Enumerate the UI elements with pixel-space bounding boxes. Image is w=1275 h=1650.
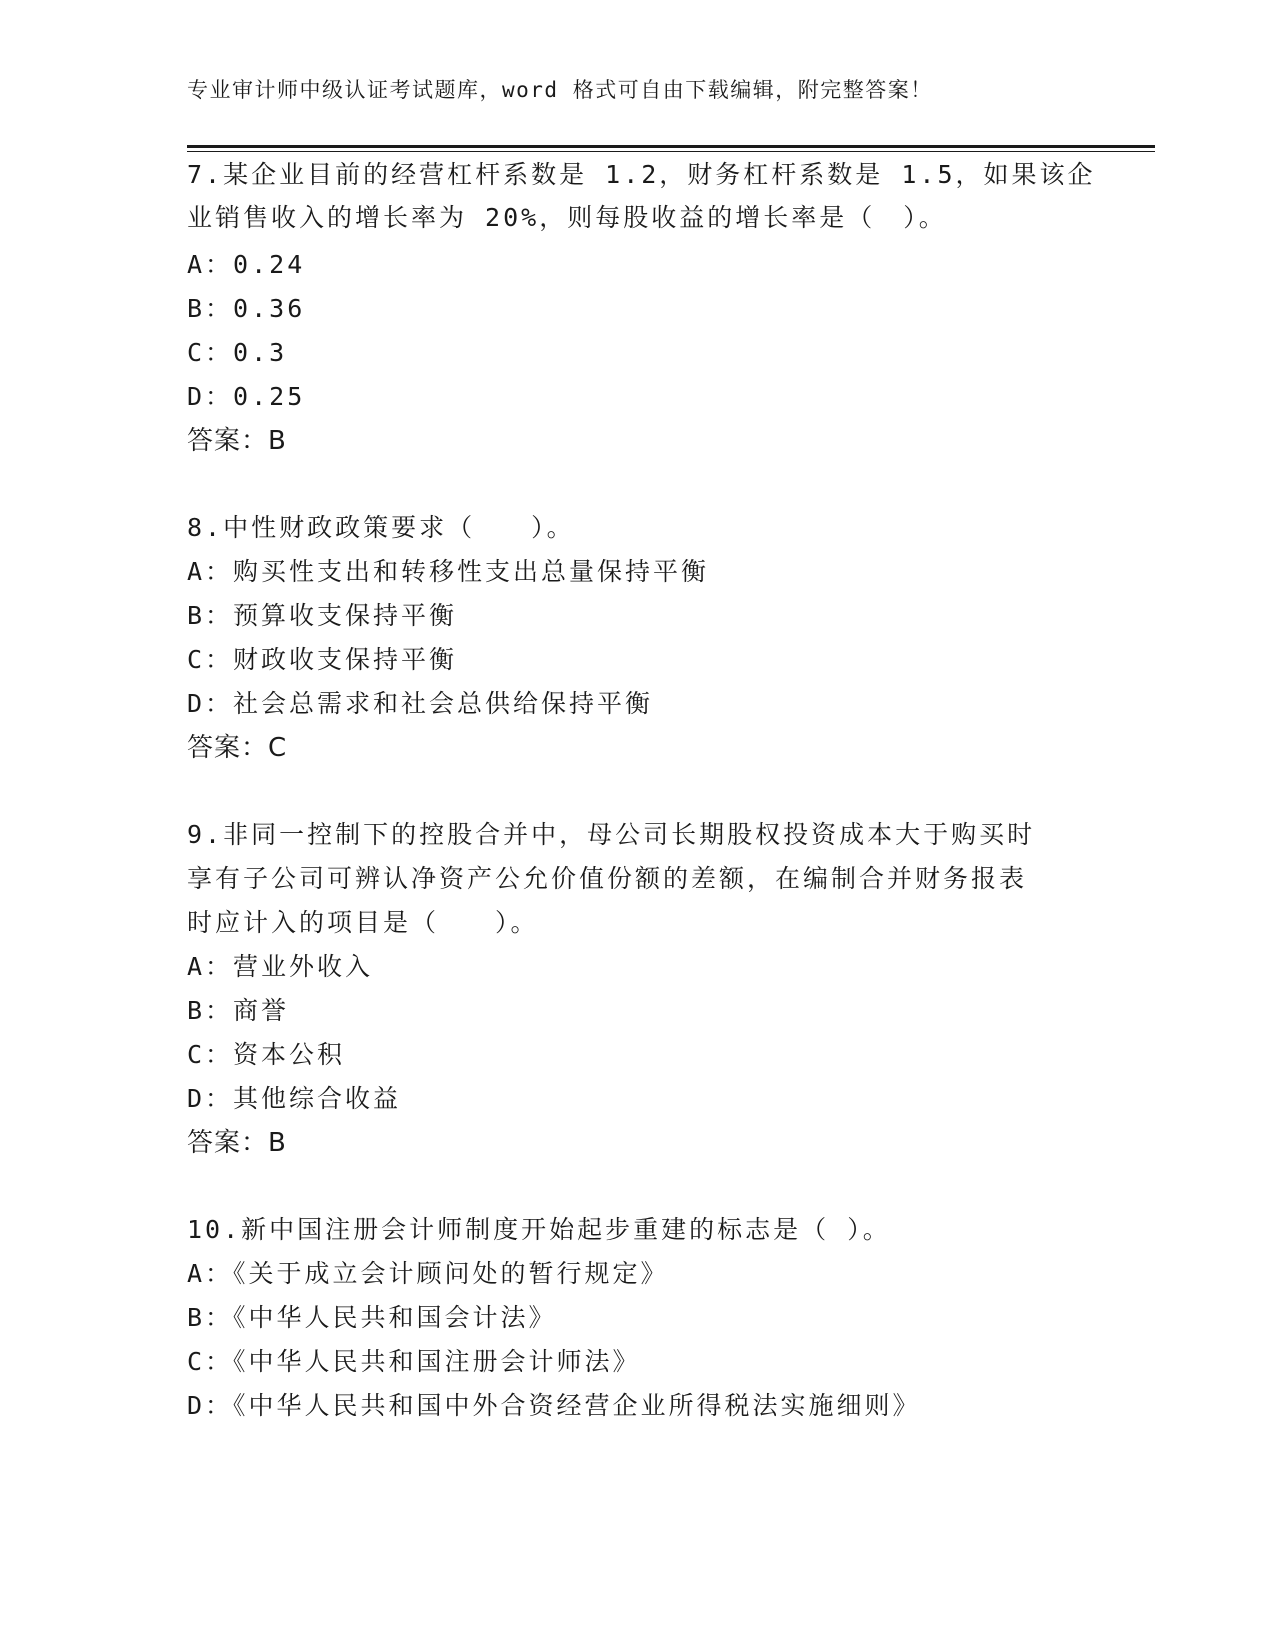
question-10-option-b: B：《中华人民共和国会计法》 xyxy=(187,1303,557,1332)
question-10-option-d: D：《中华人民共和国中外合资经营企业所得税法实施细则》 xyxy=(187,1391,921,1420)
question-8-option-c: C：财政收支保持平衡 xyxy=(187,645,458,674)
question-7-option-b: B：0.36 xyxy=(187,294,306,323)
question-7-stem-line-1: 7.某企业目前的经营杠杆系数是 1.2，财务杠杆系数是 1.5，如果该企 xyxy=(187,160,1096,189)
question-7-answer: 答案：B xyxy=(187,426,287,456)
question-8-option-b: B：预算收支保持平衡 xyxy=(187,601,458,630)
question-8-option-d: D：社会总需求和社会总供给保持平衡 xyxy=(187,689,654,718)
question-7-option-d: D：0.25 xyxy=(187,382,306,411)
question-8-option-a: A：购买性支出和转移性支出总量保持平衡 xyxy=(187,557,710,586)
question-10-stem-line-1: 10.新中国注册会计师制度开始起步重建的标志是（ ）。 xyxy=(187,1215,891,1244)
question-10-option-c: C：《中华人民共和国注册会计师法》 xyxy=(187,1347,641,1376)
question-7-stem-line-2: 业销售收入的增长率为 20%，则每股收益的增长率是（ ）。 xyxy=(187,203,947,232)
question-9-stem-line-2: 享有子公司可辨认净资产公允价值份额的差额，在编制合并财务报表 xyxy=(187,864,1028,893)
question-9-option-b: B：商誉 xyxy=(187,996,290,1025)
question-7-option-c: C：0.3 xyxy=(187,338,288,367)
header-rule-thick xyxy=(187,145,1155,148)
question-8-stem-line-1: 8.中性财政政策要求（ ）。 xyxy=(187,513,575,542)
question-9-stem-line-1: 9.非同一控制下的控股合并中，母公司长期股权投资成本大于购买时 xyxy=(187,820,1036,849)
page-header: 专业审计师中级认证考试题库，word 格式可自由下载编辑，附完整答案！ xyxy=(187,78,933,102)
question-9-stem-line-3: 时应计入的项目是（ ）。 xyxy=(187,908,539,937)
question-9-option-d: D：其他综合收益 xyxy=(187,1084,402,1113)
question-9-option-c: C：资本公积 xyxy=(187,1040,346,1069)
question-9-answer: 答案：B xyxy=(187,1128,287,1158)
question-8-answer: 答案：C xyxy=(187,733,288,763)
question-7-option-a: A：0.24 xyxy=(187,250,306,279)
question-10-option-a: A：《关于成立会计顾问处的暂行规定》 xyxy=(187,1259,669,1288)
question-9-option-a: A：营业外收入 xyxy=(187,952,374,981)
header-rule-thin xyxy=(187,151,1155,152)
